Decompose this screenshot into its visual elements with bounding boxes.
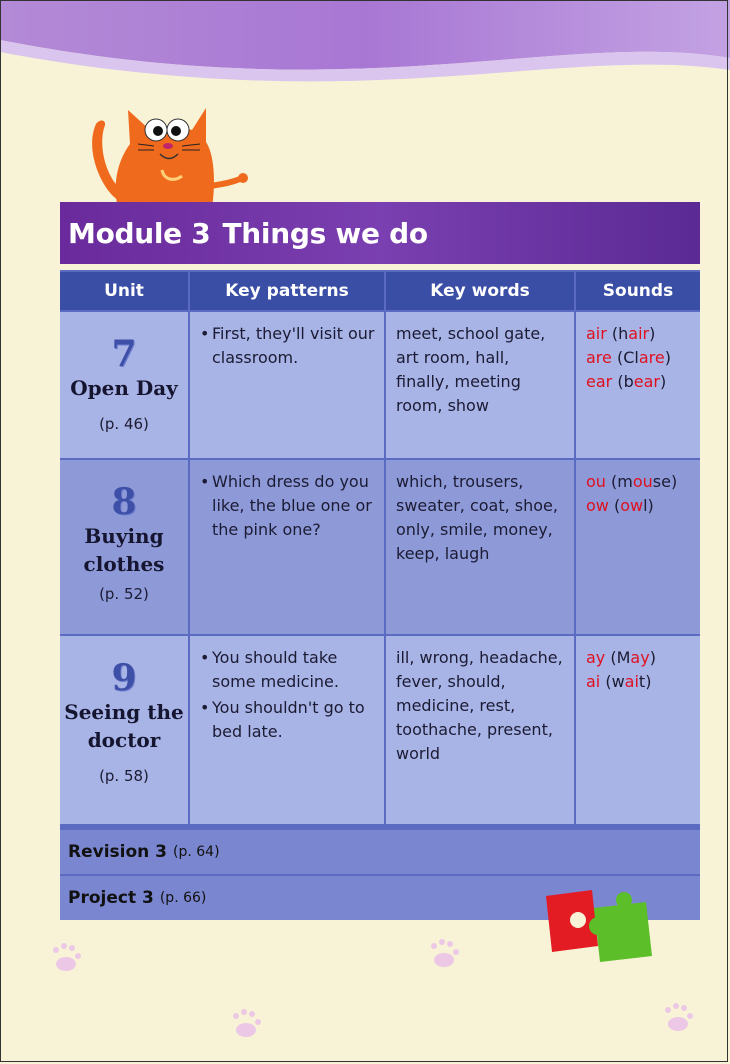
module-title: Things we do [222,216,428,250]
sound-item: ou (mouse) [586,472,678,491]
purple-swoosh-decoration [0,0,730,110]
sound-item: air (hair) [586,324,656,343]
unit-page: (p. 52) [99,585,149,603]
unit-title-line1: Buying [84,524,164,548]
pattern-item: • Which dress do you like, the blue one or the pink one? [212,470,376,542]
project-page: (p. 66) [159,890,207,906]
unit-number: 8 [111,481,137,523]
project-label: Project 3 [68,888,154,908]
revision-row [60,830,700,874]
sounds-cell-8 [576,460,700,634]
patterns-cell-9 [190,636,384,824]
sound-item: ai (wait) [586,672,652,691]
unit-cell-9 [60,636,188,824]
unit-cell-8 [60,460,188,634]
header-key-patterns: Key patterns [190,272,384,310]
unit-title-line1: Seeing the [64,700,184,724]
words-cell-9: ill, wrong, headache, fever, should, medicine, rest, toothache, present, world [386,636,574,824]
orange-cat-illustration [78,100,250,208]
unit-title-line2: clothes [83,552,165,576]
pattern-item: • First, they'll visit our classroom. [212,322,376,370]
unit-number: 9 [111,657,137,699]
pattern-item: • You shouldn't go to bed late. [212,696,376,744]
unit-title-line2: doctor [87,728,161,752]
unit-page: (p. 58) [99,767,149,785]
unit-number: 7 [111,333,137,375]
sound-item: ow (owl) [586,496,654,515]
revision-page: (p. 64) [173,844,220,860]
revision-label: Revision 3 [68,842,168,862]
pattern-item: • You should take some medicine. [212,646,376,694]
sound-item: ear (bear) [586,372,667,391]
header-unit: Unit [60,272,188,310]
sounds-cell-7 [576,312,700,458]
paw-prints-decoration [0,920,730,1064]
sound-item: are (Clare) [586,348,671,367]
patterns-cell-7 [190,312,384,458]
words-cell-7: meet, school gate, art room, hall, finally, meeting room, show [386,312,574,458]
patterns-cell-8 [190,460,384,634]
header-key-words: Key words [386,272,574,310]
module-header [60,202,700,264]
sound-item: ay (May) [586,648,656,667]
module-number: Module 3 [68,216,211,250]
header-sounds: Sounds [576,272,700,310]
unit-cell-7 [60,312,188,458]
sounds-cell-9 [576,636,700,824]
unit-title: Open Day [70,376,178,400]
words-cell-8: which, trousers, sweater, coat, shoe, only, smile, money, keep, laugh [386,460,574,634]
unit-page: (p. 46) [99,415,149,433]
